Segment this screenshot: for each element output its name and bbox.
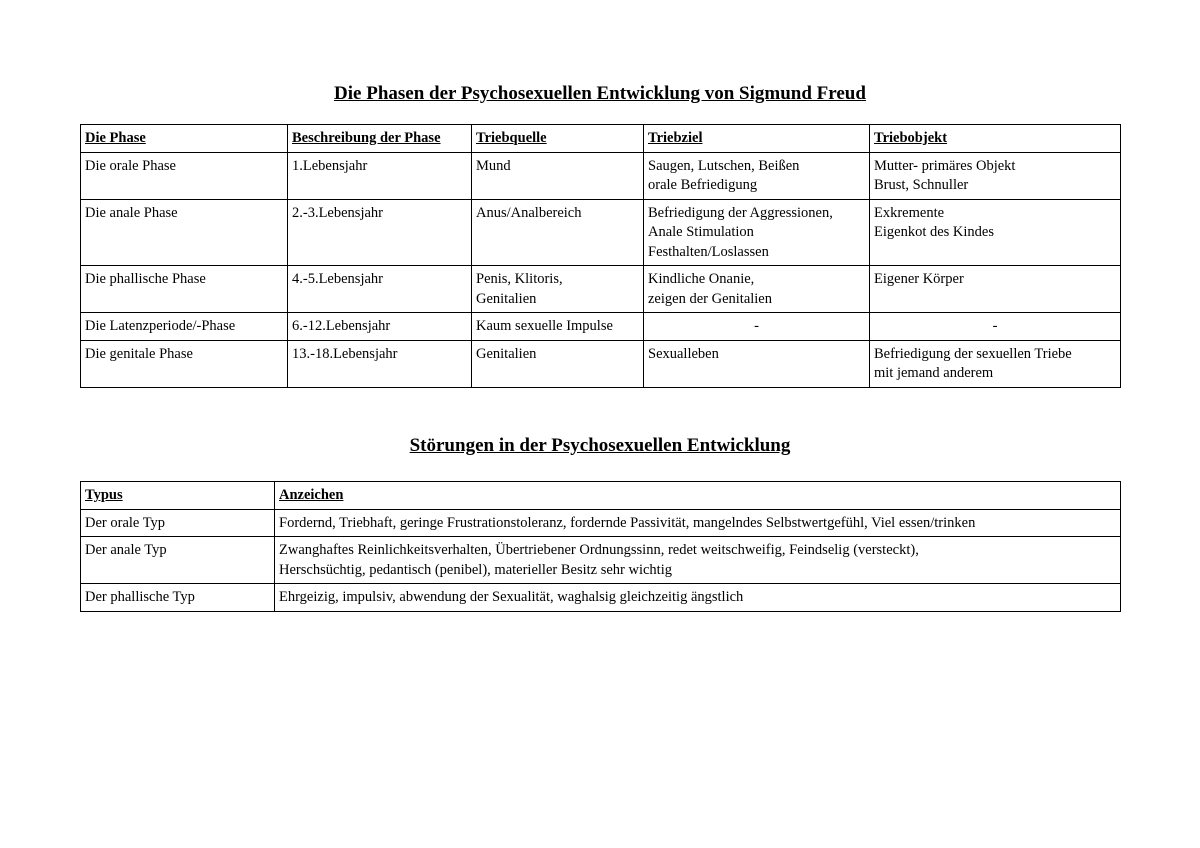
header-triebobjekt: Triebobjekt	[870, 125, 1121, 153]
disorders-table	[80, 481, 1121, 612]
triebziel-cell	[644, 266, 870, 313]
table-row	[81, 509, 1121, 537]
cell-line: Anus/Analbereich	[476, 204, 582, 221]
anzeichen-cell	[275, 584, 1121, 612]
table-row	[81, 313, 1121, 341]
cell-line: Befriedigung der Aggressionen,	[648, 204, 833, 221]
cell-line: -	[992, 318, 998, 334]
triebobjekt-cell	[870, 152, 1121, 199]
triebquelle-cell	[472, 266, 644, 313]
cell-line: Eigener Körper	[874, 271, 964, 287]
triebquelle-cell	[472, 152, 644, 199]
triebobjekt-cell	[870, 266, 1121, 313]
typus-cell: Der orale Typ	[81, 509, 275, 537]
table-row	[81, 584, 1121, 612]
table-row	[81, 266, 1121, 313]
triebobjekt-cell	[870, 199, 1121, 266]
cell-line: Saugen, Lutschen, Beißen	[648, 157, 800, 174]
phase-cell: Die anale Phase	[81, 199, 288, 266]
table-row	[81, 199, 1121, 266]
phase-cell: Die Latenzperiode/-Phase	[81, 313, 288, 341]
table-row	[81, 537, 1121, 584]
phase-cell: Die orale Phase	[81, 152, 288, 199]
header-anzeichen: Anzeichen	[275, 482, 1121, 510]
header-typus: Typus	[81, 482, 275, 510]
anzeichen-cell	[275, 509, 1121, 537]
beschreibung-cell: 2.-3.Lebensjahr	[288, 199, 472, 266]
cell-line: Mutter- primäres Objekt	[874, 157, 1016, 174]
triebziel-cell	[644, 313, 870, 341]
phase-cell: Die phallische Phase	[81, 266, 288, 313]
cell-line: Brust, Schnuller	[874, 177, 969, 193]
disorders-title: Störungen in der Psychosexuellen Entwicklung	[409, 435, 791, 456]
cell-line: Befriedigung der sexuellen Triebe	[874, 345, 1072, 362]
header-beschreibung: Beschreibung der Phase	[288, 125, 472, 153]
triebziel-cell	[644, 152, 870, 199]
header-triebquelle: Triebquelle	[472, 125, 644, 153]
beschreibung-cell: 13.-18.Lebensjahr	[288, 340, 472, 387]
cell-line: Kaum sexuelle Impulse	[476, 318, 613, 334]
typus-cell: Der anale Typ	[81, 537, 275, 584]
phases-header-row	[81, 125, 1121, 153]
phases-title: Die Phasen der Psychosexuellen Entwicklung von Sigmund Freud	[334, 83, 866, 104]
header-triebziel: Triebziel	[644, 125, 870, 153]
cell-line: orale Befriedigung	[648, 177, 758, 193]
cell-line: Zwanghaftes Reinlichkeitsverhalten, Übertriebener Ordnungssinn, redet weitschweifig, Feindselig (versteckt),	[279, 542, 919, 558]
phase-cell: Die genitale Phase	[81, 340, 288, 387]
triebobjekt-cell	[870, 313, 1121, 341]
triebziel-cell	[644, 199, 870, 266]
cell-line: Genitalien	[476, 345, 537, 362]
anzeichen-cell	[275, 537, 1121, 584]
cell-line: Mund	[476, 157, 511, 174]
triebobjekt-cell	[870, 340, 1121, 387]
cell-line: -	[754, 318, 759, 334]
cell-line: Festhalten/Loslassen	[648, 243, 769, 260]
table-row	[81, 340, 1121, 387]
beschreibung-cell: 1.Lebensjahr	[288, 152, 472, 199]
cell-line: zeigen der Genitalien	[648, 290, 772, 307]
cell-line: Sexualleben	[648, 345, 719, 362]
typus-cell: Der phallische Typ	[81, 584, 275, 612]
cell-line: Ehrgeizig, impulsiv, abwendung der Sexualität, waghalsig gleichzeitig ängstlich	[279, 589, 744, 605]
cell-line: Penis, Klitoris,	[476, 271, 563, 287]
disorders-header-row	[81, 482, 1121, 510]
beschreibung-cell: 4.-5.Lebensjahr	[288, 266, 472, 313]
triebquelle-cell	[472, 199, 644, 266]
triebziel-cell	[644, 340, 870, 387]
cell-line: Anale Stimulation	[648, 224, 754, 240]
cell-line: Eigenkot des Kindes	[874, 224, 995, 240]
cell-line: Genitalien	[476, 290, 537, 307]
triebquelle-cell	[472, 340, 644, 387]
phases-table	[80, 124, 1121, 388]
triebquelle-cell	[472, 313, 644, 341]
cell-line: Exkremente	[874, 204, 945, 221]
beschreibung-cell: 6.-12.Lebensjahr	[288, 313, 472, 341]
header-phase: Die Phase	[81, 125, 288, 153]
cell-line: mit jemand anderem	[874, 365, 994, 381]
cell-line: Herschsüchtig, pedantisch (penibel), materieller Besitz sehr wichtig	[279, 561, 672, 578]
cell-line: Kindliche Onanie,	[648, 271, 755, 287]
cell-line: Fordernd, Triebhaft, geringe Frustrationstoleranz, fordernde Passivität, mangelndes Selbstwertgefühl, Viel essen/trinken	[279, 514, 976, 531]
table-row	[81, 152, 1121, 199]
